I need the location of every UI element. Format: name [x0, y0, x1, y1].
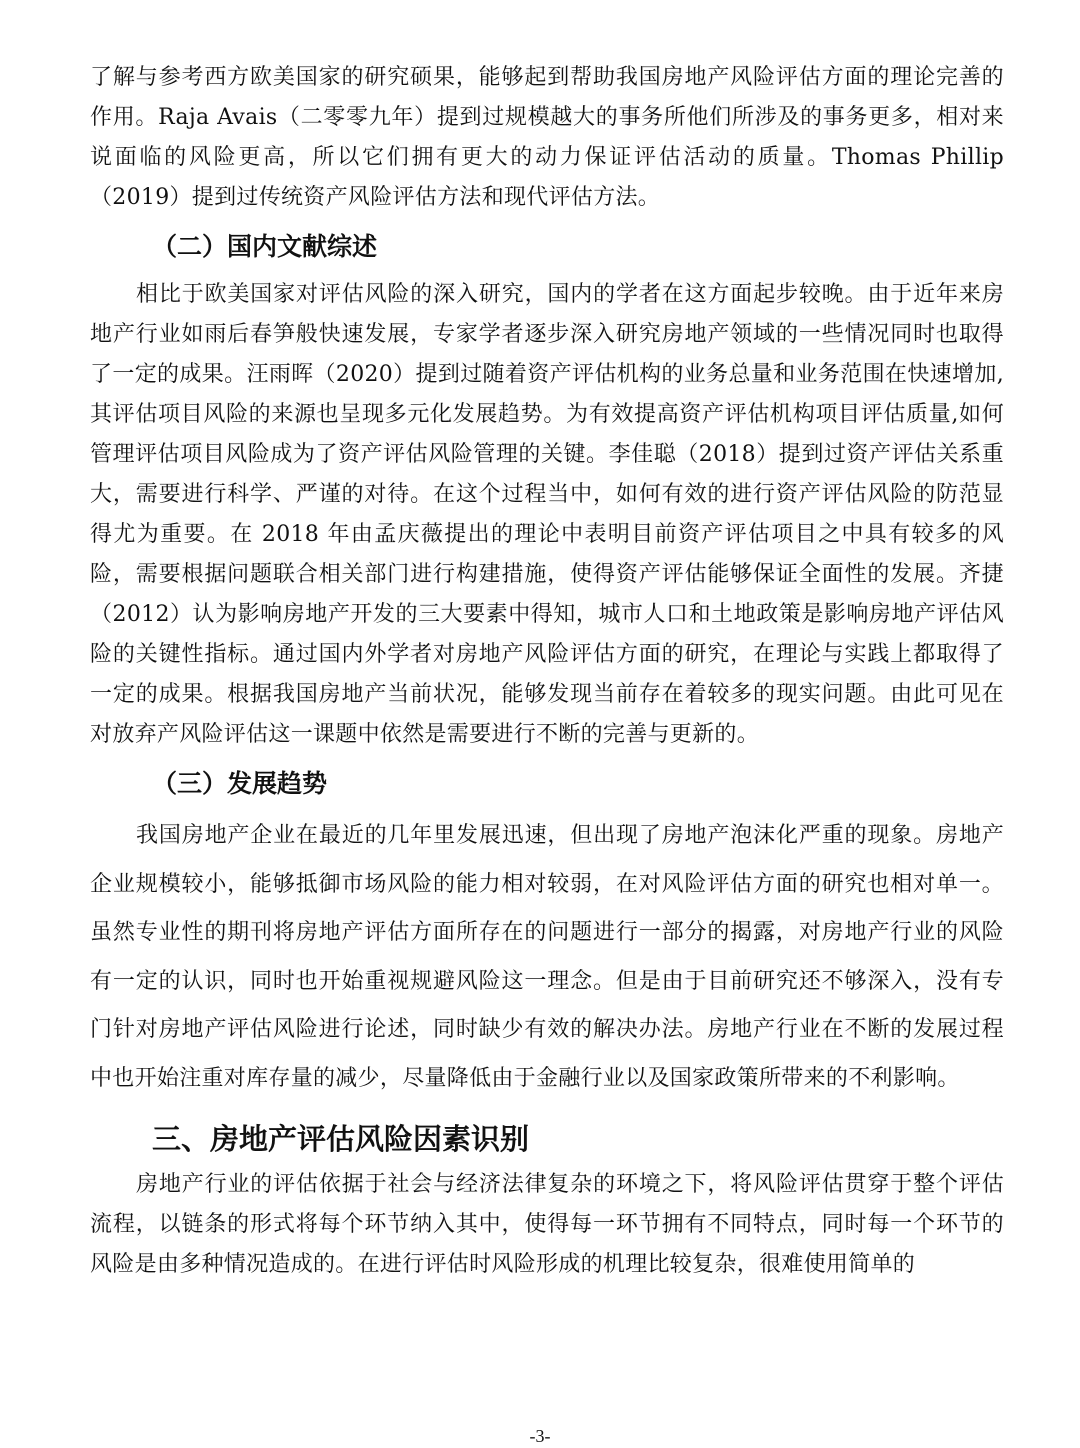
paragraph-foreign-review-end: 了解与参考西方欧美国家的研究硕果，能够起到帮助我国房地产风险评估方面的理论完善的作用。Raja Avais（二零零九年）提到过规模越大的事务所他们所涉及的事务更多，相对来说面临的风险更高，所以它们拥有更大的动力保证评估活动的质量。Thomas Phillip（2019）提到过传统资产风险评估方法和现代评估方法。 — [90, 65, 1004, 210]
heading-section-3-risk-identification: 三、房地产评估风险因素识别 — [152, 1122, 530, 1156]
document-body — [90, 58, 1004, 1285]
paragraph-domestic-review: 相比于欧美国家对评估风险的深入研究，国内的学者在这方面起步较晚。由于近年来房地产行业如雨后春笋般快速发展，专家学者逐步深入研究房地产领域的一些情况同时也取得了一定的成果。汪雨晖（2020）提到过随着资产评估机构的业务总量和业务范围在快速增加,其评估项目风险的来源也呈现多元化发展趋势。为有效提高资产评估机构项目评估质量,如何管理评估项目风险成为了资产评估风险管理的关键。李佳聪（2018）提到过资产评估关系重大，需要进行科学、严谨的对待。在这个过程当中，如何有效的进行资产评估风险的防范显得尤为重要。在 2018 年由孟庆薇提出的理论中表明目前资产评估项目之中具有较多的风险，需要根据问题联合相关部门进行构建措施，使得资产评估能够保证全面性的发展。齐捷（2012）认为影响房地产开发的三大要素中得知，城市人口和土地政策是影响房地产评估风险的关键性指标。通过国内外学者对房地产风险评估方面的研究，在理论与实践上都取得了一定的成果。根据我国房地产当前状况，能够发现当前存在着较多的现实问题。由此可见在对放弃产风险评估这一课题中依然是需要进行不断的完善与更新的。 — [90, 282, 1004, 747]
paragraph-risk-identification: 房地产行业的评估依据于社会与经济法律复杂的环境之下，将风险评估贯穿于整个评估流程，以链条的形式将每个环节纳入其中，使得每一环节拥有不同特点，同时每一个环节的风险是由多种情况造成的。在进行评估时风险形成的机理比较复杂，很难使用简单的 — [90, 1172, 1004, 1277]
paragraph-development-trend: 我国房地产企业在最近的几年里发展迅速，但出现了房地产泡沫化严重的现象。房地产企业规模较小，能够抵御市场风险的能力相对较弱，在对风险评估方面的研究也相对单一。虽然专业性的期刊将房地产评估方面所存在的问题进行一部分的揭露，对房地产行业的风险有一定的认识，同时也开始重视规避风险这一理念。但是由于目前研究还不够深入，没有专门针对房地产评估风险进行论述，同时缺少有效的解决办法。房地产行业在不断的发展过程中也开始注重对库存量的减少，尽量降低由于金融行业以及国家政策所带来的不利影响。 — [90, 823, 1004, 1091]
heading-development-trend: （三）发展趋势 — [152, 769, 328, 798]
page-number: -3- — [529, 1426, 551, 1446]
heading-domestic-literature-review: （二）国内文献综述 — [152, 232, 378, 261]
